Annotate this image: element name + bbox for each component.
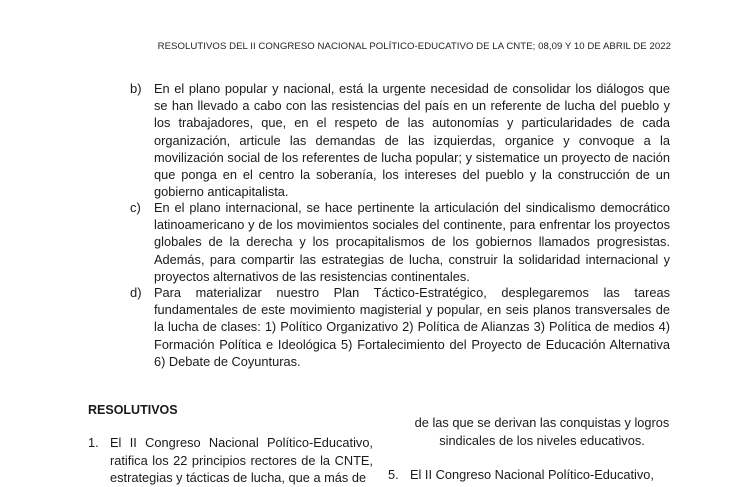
list-item-c — [130, 199, 670, 284]
list-item-b — [130, 80, 670, 199]
section-heading: RESOLUTIVOS — [88, 403, 178, 417]
item-marker: 5. — [388, 467, 399, 483]
item-marker: 1. — [88, 435, 99, 450]
item-text: En el plano popular y nacional, está la urgente necesidad de consolidar los diálogos que se han llevado a cabo con las resistencias del país en un referente de lucha del pueblo y los trabajadores, que, en el respeto de las autonomías y particularidades de cada organización, articule las demandas de las izquierdas, organice y convoque a la movilización social de los referentes de lucha popular; y sistematice un proyecto de nación que ponga en el centro la soberanía, los intereses del pueblo y la construcción de un gobierno anticapitalista. — [154, 81, 670, 200]
item-marker: d) — [130, 285, 142, 300]
running-header: RESOLUTIVOS DEL II CONGRESO NACIONAL POLÍTICO-EDUCATIVO DE LA CNTE; 08,09 Y 10 DE ABRIL DE 2022 — [157, 41, 671, 52]
resolutivo-5-text: El II Congreso Nacional Político-Educativo, — [410, 467, 654, 483]
item-marker: c) — [130, 200, 141, 215]
item-text: En el plano internacional, se hace pertinente la articulación del sindicalismo democrático latinoamericano y de los movimientos sociales del continente, para enfrentar los proyectos globales de la derecha y los procapitalismos de los gobiernos llamados progresistas. Además, para compartir las estrategias de lucha, construir la solidaridad internacional y proyectos alternativos de las resistencias continentales. — [154, 200, 670, 284]
right-column — [388, 414, 674, 484]
list-item-d — [130, 284, 670, 370]
resolutivo-5 — [388, 466, 674, 484]
continuation-text: de las que se derivan las conquistas y logros sindicales de los niveles educativos. — [414, 415, 670, 448]
left-column — [88, 434, 373, 487]
item-marker: b) — [130, 81, 142, 96]
item-text: Para materializar nuestro Plan Táctico-Estratégico, desplegaremos las tareas fundamentales de este movimiento magisterial y popular, en seis planos transversales de la lucha de clases: 1) Político Organizativo 2) Política de Alianzas 3) Política de medios 4) Formación Política e Ideológica 5) Fortalecimiento del Proyecto de Educación Alternativa 6) Debate de Coyunturas. — [154, 285, 670, 369]
lettered-list — [130, 80, 670, 370]
resolutivo-1-text: El II Congreso Nacional Político-Educativo, ratifica los 22 principios rectores de la CNTE, estrategias y tácticas de lucha, que a más de — [110, 435, 373, 486]
